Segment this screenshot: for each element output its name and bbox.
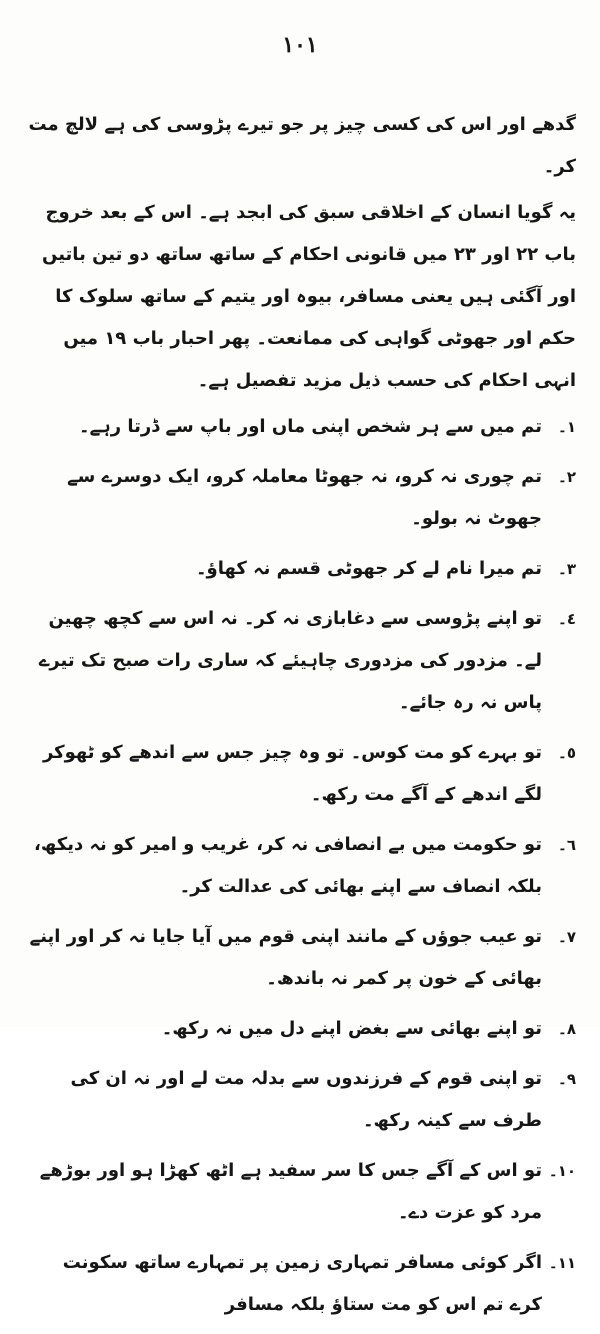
list-number: ٤۔ [558,610,576,628]
list-text: تو اپنی قوم کے فرزندوں سے بدلہ مت لے اور نہ ان کی طرف سے کینہ رکھ۔ [70,1068,542,1131]
list-number: ٧۔ [558,928,576,946]
list-number: ١۔ [558,418,576,436]
list-item [26,456,576,540]
list-text: تو حکومت میں بے انصافی نہ کر، غریب و امیر کو نہ دیکھ، بلکہ انصاف سے اپنے بھائی کی عدالت کر۔ [34,834,542,897]
list-number: ٥۔ [558,744,576,762]
list-item [26,732,576,816]
list-text: اگر کوئی مسافر تمہاری زمین پر تمہارے ساتھ سکونت کرے تم اس کو مت ستاؤ بلکہ مسافر [62,1252,542,1315]
paragraph: یہ گویا انسان کے اخلاقی سبق کی ابجد ہے۔ اس کے بعد خروج باب ۲۲ اور ۲۳ میں قانونی احکام کے ساتھ ساتھ دو تین باتیں اور آگئی ہیں یعنی مسافر، بیوہ اور یتیم کے ساتھ سلوک کا حکم اور جھوٹی گواہی کی ممانعت۔ پھر احبار باب ۱۹ میں انہی احکام کی حسب ذیل مزید تفصیل ہے۔ [42,202,576,391]
body-text [26,104,576,1334]
list-text: تو عیب جوؤں کے مانند اپنی قوم میں آیا جایا نہ کر اور اپنے بھائی کے خون پر کمر نہ باندھ۔ [29,926,542,989]
list-number: ١٠۔ [548,1162,576,1180]
list-text: تم میرا نام لے کر جھوٹی قسم نہ کھاؤ۔ [195,558,542,579]
list-number: ٩۔ [558,1070,576,1088]
list-item [26,406,576,448]
list-number: ٦۔ [558,836,576,854]
list-text: تم چوری نہ کرو، نہ جھوٹا معاملہ کرو، ایک دوسرے سے جھوٹ نہ بولو۔ [67,466,542,529]
list-number: ٢۔ [558,468,576,486]
list-text: تو اس کے آگے جس کا سر سفید ہے اٹھ کھڑا ہو اور بوڑھے مرد کو عزت دے۔ [39,1160,542,1223]
list-item [26,1150,576,1234]
list-text: تو اپنے بھائی سے بغض اپنے دل میں نہ رکھ۔ [161,1018,542,1039]
list-item [26,1058,576,1142]
list-number: ٨۔ [558,1020,576,1038]
commandment-list [26,406,576,1326]
list-text: تم میں سے ہر شخص اپنی ماں اور باپ سے ڈرتا رہے۔ [79,416,542,437]
list-text: تو بہرے کو مت کوس۔ تو وہ چیز جس سے اندھے کو ٹھوکر لگے اندھے کے آگے مت رکھ۔ [42,742,542,805]
list-number: ٣۔ [558,560,576,578]
list-item [26,548,576,590]
list-item [26,1242,576,1326]
list-item [26,916,576,1000]
list-text: تو اپنے پڑوسی سے دغابازی نہ کر۔ نہ اس سے کچھ چھین لے۔ مزدور کی مزدوری چاہیئے کہ ساری رات صبح تک تیرے پاس نہ رہ جائے۔ [38,608,542,713]
list-item [26,824,576,908]
page-number: ١٠١ [282,32,318,58]
list-item [26,598,576,724]
list-number: ١١۔ [548,1254,576,1272]
list-item [26,1008,576,1050]
paragraph: گدھے اور اس کی کسی چیز پر جو تیرے پڑوسی کی ہے لالچ مت کر۔ [28,114,576,177]
